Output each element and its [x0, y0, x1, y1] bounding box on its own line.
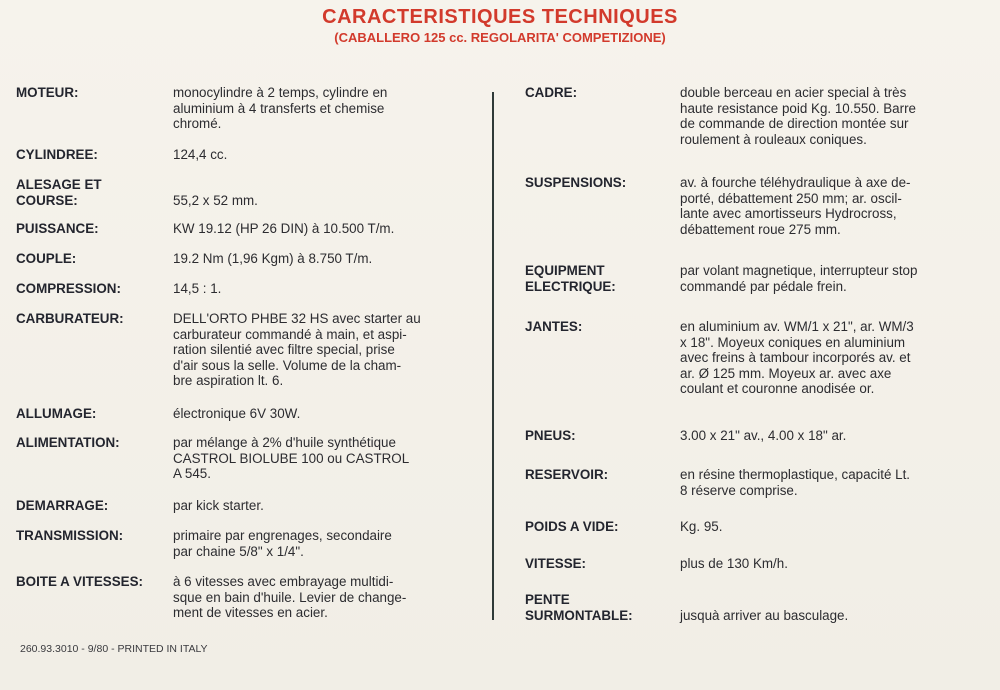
spec-boite-a-vitesses	[16, 574, 475, 621]
spec-value: 3.00 x 21" av., 4.00 x 18" ar.	[680, 428, 847, 443]
spec-label: COUPLE:	[16, 251, 77, 266]
spec-value: en aluminium av. WM/1 x 21", ar. WM/3 x 18". Moyeux coniques en aluminium avec freins à tambour incorporés av. et ar. Ø 125 mm. Moyeux ar. avec axe coulant et couronne anodisée or.	[680, 319, 914, 396]
spec-poids-a-vide	[525, 519, 985, 535]
spec-value: par kick starter.	[173, 498, 264, 513]
spec-couple	[16, 251, 475, 267]
spec-label: COMPRESSION:	[16, 281, 121, 296]
spec-compression	[16, 281, 475, 297]
spec-moteur	[16, 85, 475, 132]
spec-label: JANTES:	[525, 319, 583, 334]
spec-label: TRANSMISSION:	[16, 528, 124, 543]
spec-value: 19.2 Nm (1,96 Kgm) à 8.750 T/m.	[173, 251, 373, 266]
spec-jantes	[525, 319, 985, 397]
spec-value: primaire par engrenages, secondaire par chaine 5/8" x 1/4".	[173, 528, 392, 559]
spec-value: jusquà arriver au basculage.	[680, 607, 849, 623]
spec-label: RESERVOIR:	[525, 467, 609, 482]
spec-label: MOTEUR:	[16, 85, 79, 100]
column-divider	[492, 92, 494, 620]
spec-label: CARBURATEUR:	[16, 311, 124, 326]
spec-demarrage	[16, 498, 475, 514]
page-title: CARACTERISTIQUES TECHNIQUES	[322, 6, 678, 28]
spec-equipment-electrique	[525, 263, 985, 294]
spec-value: par mélange à 2% d'huile synthétique CASTROL BIOLUBE 100 ou CASTROL A 545.	[173, 435, 410, 481]
spec-cadre	[525, 85, 985, 147]
spec-value: 14,5 : 1.	[173, 281, 222, 296]
spec-label: ALIMENTATION:	[16, 435, 120, 450]
spec-value: 55,2 x 52 mm.	[173, 192, 258, 208]
spec-transmission	[16, 528, 475, 559]
spec-value: double berceau en acier special à très haute resistance poid Kg. 10.550. Barre de commande de direction montée sur roulement à rouleaux coniques.	[680, 85, 916, 147]
spec-value: av. à fourche téléhydraulique à axe de- porté, débattement 250 mm; ar. oscil- lante avec amortisseurs Hydrocross, débattement roue 275 mm.	[680, 175, 911, 237]
spec-pneus	[525, 428, 985, 444]
spec-allumage	[16, 406, 475, 422]
spec-value: plus de 130 Km/h.	[680, 556, 788, 571]
spec-label: BOITE A VITESSES:	[16, 574, 143, 589]
spec-puissance	[16, 221, 475, 237]
spec-value: Kg. 95.	[680, 519, 723, 534]
page-subtitle: (CABALLERO 125 cc. REGOLARITA' COMPETIZIONE)	[334, 30, 666, 45]
spec-label: CADRE:	[525, 85, 578, 100]
spec-reservoir	[525, 467, 985, 498]
spec-label: EQUIPMENT ELECTRIQUE:	[525, 263, 616, 294]
spec-value: à 6 vitesses avec embrayage multidi- sque en bain d'huile. Levier de change- ment de vitesses en acier.	[173, 574, 407, 620]
spec-value: monocylindre à 2 temps, cylindre en aluminium à 4 transferts et chemise chromé.	[173, 85, 388, 131]
spec-suspensions	[525, 175, 985, 237]
spec-label: SUSPENSIONS:	[525, 175, 627, 190]
spec-vitesse	[525, 556, 985, 572]
spec-value: en résine thermoplastique, capacité Lt. 8 réserve comprise.	[680, 467, 911, 498]
spec-value: par volant magnetique, interrupteur stop commandé par pédale frein.	[680, 263, 918, 294]
spec-value: KW 19.12 (HP 26 DIN) à 10.500 T/m.	[173, 221, 395, 236]
print-footer: 260.93.3010 - 9/80 - PRINTED IN ITALY	[20, 643, 208, 655]
spec-label: PENTE SURMONTABLE:	[525, 592, 633, 623]
spec-label: VITESSE:	[525, 556, 587, 571]
spec-label: POIDS A VIDE:	[525, 519, 619, 534]
spec-label: CYLINDREE:	[16, 147, 98, 162]
spec-value: 124,4 cc.	[173, 147, 228, 162]
spec-pente-surmontable	[525, 592, 985, 623]
spec-label: DEMARRAGE:	[16, 498, 109, 513]
spec-label: ALLUMAGE:	[16, 406, 97, 421]
spec-carburateur	[16, 311, 475, 389]
spec-value: électronique 6V 30W.	[173, 406, 301, 421]
spec-label: PNEUS:	[525, 428, 576, 443]
spec-alimentation	[16, 435, 475, 482]
spec-label: ALESAGE ET COURSE:	[16, 177, 102, 208]
spec-alesage-course	[16, 177, 475, 208]
spec-label: PUISSANCE:	[16, 221, 99, 236]
spec-value: DELL'ORTO PHBE 32 HS avec starter au carburateur commandé à main, et aspi- ration silentié avec filtre special, prise d'air sous la selle. Volume de la cham- bre aspiration lt. 6.	[173, 311, 421, 388]
spec-cylindree	[16, 147, 475, 163]
